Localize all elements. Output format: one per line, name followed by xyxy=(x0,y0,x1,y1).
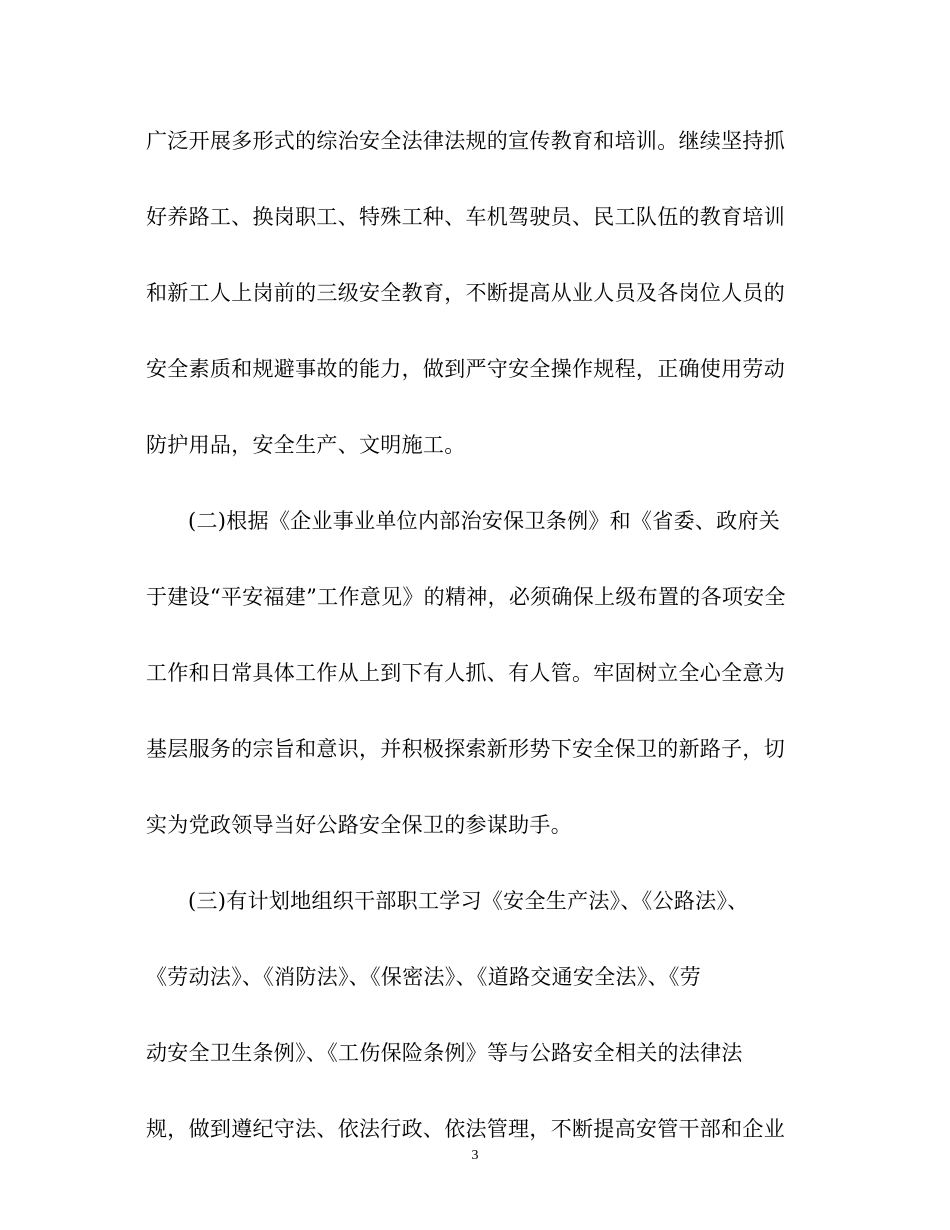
text-line-6: (二)根据《企业事业单位内部治安保卫条例》和《省委、政府关 xyxy=(188,509,781,533)
text-line-8: 工作和日常具体工作从上到下有人抓、有人管。牢固树立全心全意为 xyxy=(146,661,785,685)
page-number: 3 xyxy=(471,1148,479,1163)
text-line-10: 实为党政领导当好公路安全保卫的参谋助手。 xyxy=(146,813,572,837)
text-line-11: (三)有计划地组织干部职工学习《安全生产法》、《公路法》、 xyxy=(188,889,749,913)
text-line-9: 基层服务的宗旨和意识，并积极探索新形势下安全保卫的新路子，切 xyxy=(146,737,785,761)
text-line-7: 于建设“平安福建”工作意见》的精神，必须确保上级布置的各项安全 xyxy=(146,585,786,609)
text-line-13: 动安全卫生条例》、《工伤保险条例》等与公路安全相关的法律法 xyxy=(146,1041,743,1065)
text-line-2: 好养路工、换岗职工、特殊工种、车机驾驶员、民工队伍的教育培训 xyxy=(146,205,785,229)
text-line-4: 安全素质和规避事故的能力，做到严守安全操作规程，正确使用劳动 xyxy=(146,357,785,381)
text-line-3: 和新工人上岗前的三级安全教育，不断提高从业人员及各岗位人员的 xyxy=(146,281,785,305)
text-line-12: 《劳动法》、《消防法》、《保密法》、《道路交通安全法》、《劳 xyxy=(146,965,701,989)
text-line-14: 规，做到遵纪守法、依法行政、依法管理，不断提高安管干部和企业 xyxy=(146,1117,785,1141)
text-line-5: 防护用品，安全生产、文明施工。 xyxy=(146,433,466,457)
text-line-1: 广泛开展多形式的综治安全法律法规的宣传教育和培训。继续坚持抓 xyxy=(146,129,785,153)
